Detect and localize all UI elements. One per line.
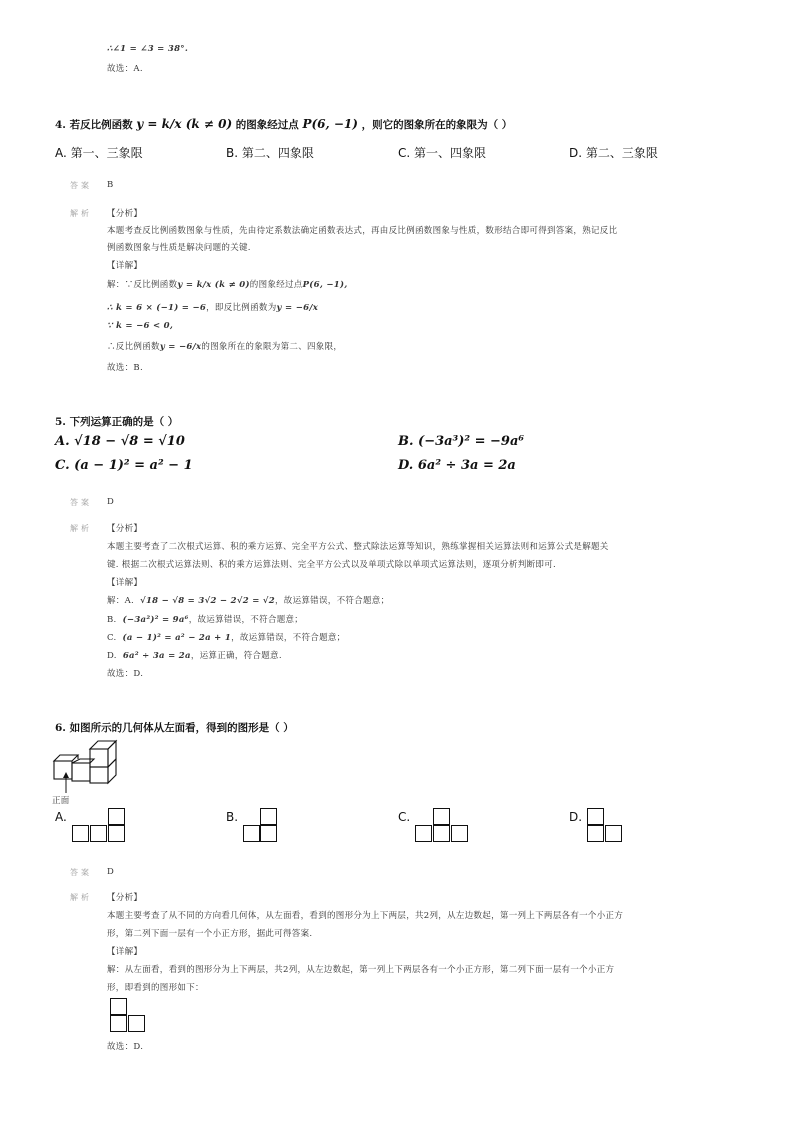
q6-xiangjie-heading: 【详解】	[107, 947, 143, 957]
q5-answer: D	[107, 497, 115, 507]
q6-answer: D	[107, 867, 115, 877]
q6-option-d[interactable]: D.	[569, 810, 583, 824]
front-view-label: 正面	[52, 796, 70, 806]
q5-analysis-label: 解析	[70, 524, 92, 533]
solid-figure-diagram	[52, 737, 122, 795]
q4-xiangjie-heading: 【详解】	[107, 261, 143, 271]
prev-conclusion-choice: 故选：A.	[107, 64, 143, 74]
q5-detail-a: 解：A. √18 − √8 = 3√2 − 2√2 = √2，故运算错误，不符合题意；	[107, 596, 390, 606]
prev-conclusion-angle: ∴∠1 = ∠3 = 38°.	[107, 44, 189, 54]
q5-option-c[interactable]: C. (a − 1)² = a² − 1	[55, 458, 193, 473]
q5-detail-c: C. (a − 1)² = a² − 2a + 1，故运算错误，不符合题意；	[107, 633, 346, 643]
q5-detail-d: D. 6a² ÷ 3a = 2a，运算正确，符合题意.	[107, 651, 282, 661]
q6-fenxi-line1: 本题主要考查了从不同的方向看几何体，从左面看，看到的图形分为上下两层，共2列，从左边数起，第一列上下两层各有一个小正方	[107, 911, 624, 921]
q5-option-b[interactable]: B. (−3a³)² = −9a⁶	[398, 434, 525, 449]
q4-fenxi-heading: 【分析】	[107, 209, 143, 219]
q6-fenxi-line2: 形，第二列下面一层有一个小正方形，据此可得答案.	[107, 929, 313, 939]
q5-answer-label: 答案	[70, 498, 92, 507]
q4-option-b[interactable]: B. 第二、四象限	[226, 146, 314, 160]
q5-conclusion: 故选：D.	[107, 669, 144, 679]
q4-answer: B	[107, 180, 114, 190]
q4-stem: 4. 若反比例函数 y = k/x (k ≠ 0) 的图象经过点 P(6, −1) ，则它的图象所在的象限为（ ）	[55, 117, 513, 131]
q6-answer-label: 答案	[70, 868, 92, 877]
q5-option-d[interactable]: D. 6a² ÷ 3a = 2a	[398, 458, 516, 473]
q6-analysis-label: 解析	[70, 893, 92, 902]
q6-option-a[interactable]: A.	[55, 810, 67, 824]
q5-stem: 5. 下列运算正确的是（ ）	[55, 416, 179, 428]
q4-fenxi-line2: 例函数图象与性质是解决问题的关键.	[107, 243, 251, 253]
q4-analysis-label: 解析	[70, 209, 92, 218]
q4-option-d[interactable]: D. 第二、三象限	[569, 146, 658, 160]
q5-fenxi-line1: 本题主要考查了二次根式运算、积的乘方运算、完全平方公式、整式除法运算等知识，熟练掌握相关运算法则和运算公式是解题关	[107, 542, 609, 552]
q5-option-a[interactable]: A. √18 − √8 = √10	[55, 434, 185, 449]
q6-option-c[interactable]: C.	[398, 810, 411, 824]
q5-xiangjie-heading: 【详解】	[107, 578, 143, 588]
q4-fenxi-line1: 本题考查反比例函数图象与性质，先由待定系数法确定函数表达式，再由反比例函数图象与性质，数形结合即可得到答案，熟记反比	[107, 226, 618, 236]
q5-fenxi-line2: 键. 根据二次根式运算法则、积的乘方运算法则、完全平方公式以及单项式除以单项式运算法则，逐项分析判断即可.	[107, 560, 557, 570]
q4-answer-label: 答案	[70, 181, 92, 190]
q4-conclusion: 故选：B.	[107, 363, 143, 373]
q4-detail-line1: 解：∵反比例函数y = k/x (k ≠ 0)的图象经过点P(6, −1),	[107, 280, 348, 290]
q6-detail-line1: 解：从左面看，看到的图形分为上下两层，共2列，从左边数起，第一列上下两层各有一个小正方形，第二列下面一层有一个小正方	[107, 965, 615, 975]
q5-detail-b: B. (−3a²)² = 9a⁶，故运算错误，不符合题意；	[107, 615, 304, 625]
q4-option-c[interactable]: C. 第一、四象限	[398, 146, 487, 160]
q4-detail-line4: ∴反比例函数y = −6/x的图象所在的象限为第二、四象限，	[107, 342, 343, 352]
q6-detail-line2: 形，即看到的图形如下：	[107, 983, 204, 993]
q4-detail-line3: ∵ k = −6 < 0,	[107, 321, 174, 331]
q5-fenxi-heading: 【分析】	[107, 524, 143, 534]
q6-stem: 6. 如图所示的几何体从左面看，得到的图形是（ ）	[55, 722, 294, 734]
q6-fenxi-heading: 【分析】	[107, 893, 143, 903]
q6-option-b[interactable]: B.	[226, 810, 239, 824]
q4-detail-line2: ∴ k = 6 × (−1) = −6，即反比例函数为y = −6/x	[107, 303, 319, 313]
q4-option-a[interactable]: A. 第一、三象限	[55, 146, 143, 160]
q6-conclusion: 故选：D.	[107, 1042, 144, 1052]
